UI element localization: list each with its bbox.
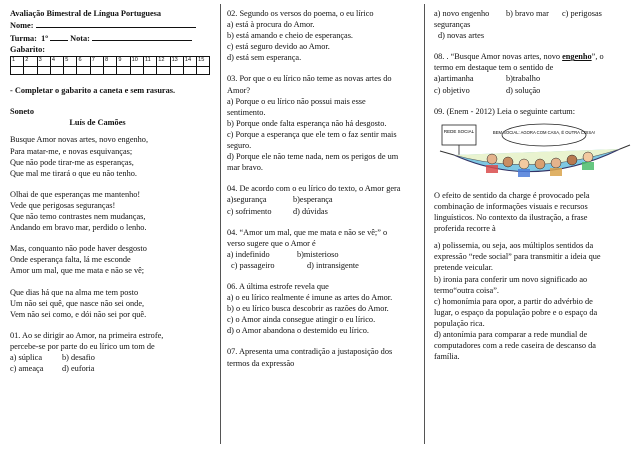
column-divider: [424, 4, 425, 444]
class-label: Turma:: [10, 33, 37, 43]
answer-key-cell[interactable]: [11, 67, 24, 75]
sign-text: REDE SOCIAL: [443, 128, 475, 134]
exam-title: Avaliação Bimestral de Língua Portuguesa: [10, 9, 162, 18]
question-text: 04. De acordo com o eu lírico do texto, o Amor gera: [227, 184, 401, 194]
column-1: [10, 8, 215, 374]
option-b[interactable]: b)trabalho: [506, 74, 541, 84]
option-b[interactable]: b) ironia para conferir um novo significado ao: [434, 274, 588, 284]
answer-key-number: 2: [24, 57, 37, 67]
name-field[interactable]: [36, 19, 196, 28]
option-a-cont: sentimento.: [227, 107, 266, 117]
option-c[interactable]: c) está seguro devido ao Amor.: [227, 42, 330, 52]
person-icon: [583, 152, 593, 162]
answer-key-number: 5: [64, 57, 77, 67]
person-icon: [519, 159, 529, 169]
answer-key-cell[interactable]: [183, 67, 196, 75]
option-b[interactable]: b) desafio: [62, 352, 95, 362]
option-row: [434, 85, 632, 96]
option-a[interactable]: a) novo engenho: [434, 9, 490, 18]
question-text: 07. Apresenta uma contradição a justaposição dos: [227, 347, 393, 357]
question-text: O efeito de sentido da charge é provocado pela: [434, 190, 590, 200]
question-6: [227, 281, 419, 336]
answer-key-cell[interactable]: [90, 67, 103, 75]
option-d-cont: computadores com a rede caseira de descanso da: [434, 341, 596, 351]
option-b[interactable]: b) está amando e cheio de esperanças.: [227, 31, 354, 41]
option-row: [227, 194, 419, 205]
option-d-cont: família.: [434, 352, 460, 362]
option-c[interactable]: c) sofrimento: [227, 206, 272, 216]
question-text-end: ”, o: [591, 52, 604, 62]
option-row: [434, 73, 632, 84]
question-3: [227, 73, 419, 173]
column-divider: [220, 4, 221, 444]
answer-key-cell[interactable]: [77, 67, 90, 75]
poem-line: Vede que perigosas seguranças!: [10, 200, 116, 210]
option-c-cont: seguranças: [434, 20, 471, 30]
class-row: [10, 32, 215, 44]
option-b[interactable]: b)esperança: [293, 195, 333, 205]
option-a[interactable]: a)artimanha: [434, 74, 474, 84]
option-c[interactable]: c) ameaça: [10, 364, 44, 374]
option-b[interactable]: b) bravo mar: [506, 9, 549, 18]
poem-stanza: [10, 243, 215, 276]
answer-key-number: 12: [157, 57, 170, 67]
option-a[interactable]: a) polissemia, ou seja, aos múltiplos sentidos da: [434, 241, 594, 251]
poem-line: Mas, conquanto não pode haver desgosto: [10, 244, 147, 254]
question-text: 03. Por que o eu lírico não teme as novas artes do: [227, 74, 392, 84]
option-a-cont: pretende veicular.: [434, 263, 493, 273]
answer-key-cell[interactable]: [157, 67, 170, 75]
question-text: 09. (Enem - 2012) Leia o seguinte cartum:: [434, 106, 576, 116]
option-c[interactable]: c) perigosas: [562, 9, 602, 18]
option-c[interactable]: c) objetivo: [434, 85, 470, 95]
answer-key-number: 13: [170, 57, 183, 67]
option-row: [10, 352, 215, 363]
answer-key-cell[interactable]: [37, 67, 50, 75]
answer-key-number: 15: [197, 57, 210, 67]
option-b[interactable]: b)misterioso: [297, 249, 339, 259]
grade-label: Nota:: [70, 33, 90, 43]
name-label: Nome:: [10, 21, 34, 31]
question-text: verso sugere que o Amor é: [227, 238, 316, 248]
question-text: proferida recorre à: [434, 224, 496, 234]
option-c[interactable]: c) Porque a esperança que ele tem o faz sentir mais: [227, 129, 397, 139]
option-d[interactable]: d) o Amor abandona o destemido eu lírico.: [227, 326, 369, 336]
option-a[interactable]: a) súplica: [10, 352, 43, 362]
poem-line: Que não pode tirar-me as esperanças,: [10, 157, 134, 167]
poem-line: Andando em bravo mar, perdido o lenho.: [10, 223, 147, 233]
poem-author: Luís de Camões: [69, 118, 126, 128]
question-text: 01. Ao se dirigir ao Amor, na primeira estrofe,: [10, 330, 164, 340]
poem-stanza: [10, 189, 215, 233]
answer-key-cell[interactable]: [117, 67, 130, 75]
person-icon: [551, 158, 561, 168]
question-text: termo em destaque tem o sentido de: [434, 63, 554, 73]
bubble-text: BEM SOCIAL: AGORA COM CASA, É OUTRA COISA!: [492, 129, 596, 135]
person-icon: [487, 154, 497, 164]
question-text: Amor?: [227, 85, 251, 95]
class-field[interactable]: [50, 32, 68, 41]
answer-key-cell[interactable]: [130, 67, 143, 75]
answer-key-number: 3: [37, 57, 50, 67]
option-a[interactable]: a) indefinido: [227, 249, 270, 259]
option-a-cont: expressão “rede social” para transmitir a ideia que: [434, 252, 601, 262]
option-c[interactable]: c) passageiro: [231, 260, 275, 270]
option-c-cont: população rica.: [434, 318, 485, 328]
option-d[interactable]: d) dúvidas: [293, 206, 328, 216]
answer-key-number: 14: [183, 57, 196, 67]
poem-label: Soneto: [10, 107, 34, 117]
poem-line: Amor um mal, que me mata e não se vê;: [10, 266, 145, 276]
answer-key-grid: [10, 56, 210, 75]
question-8: [434, 51, 632, 95]
question-1: [10, 330, 215, 374]
question-text: 06. A última estrofe revela que: [227, 281, 329, 291]
option-row: [227, 260, 419, 271]
option-b[interactable]: b) o eu lírico busca descobrir as razões do Amor.: [227, 304, 389, 314]
option-d[interactable]: d) está sem esperança.: [227, 53, 302, 63]
option-b[interactable]: b) Porque onde falta esperança não há desgosto.: [227, 118, 387, 128]
option-b-cont: termo“outra coisa”.: [434, 285, 499, 295]
poem-line: Que mal me tirará o que eu não tenho.: [10, 168, 137, 178]
poem-stanza: [10, 287, 215, 320]
answer-key-number: 11: [143, 57, 156, 67]
highlighted-term: engenho: [562, 52, 592, 62]
poem-line: Olhai de que esperanças me mantenho!: [10, 189, 141, 199]
option-a[interactable]: a) Porque o eu lírico não possui mais esse: [227, 96, 366, 106]
option-c[interactable]: c) o Amor ainda consegue atingir o eu lírico.: [227, 315, 376, 325]
question-7: [227, 346, 419, 368]
cartoon-image: [434, 121, 632, 187]
question-2: [227, 8, 419, 63]
question-9: [434, 106, 632, 363]
question-5: [227, 227, 419, 271]
question-text: [434, 51, 632, 62]
column-2: [227, 8, 419, 369]
column-3: [434, 8, 632, 362]
poem-line: Para matar-me, e novas esquivanças;: [10, 146, 133, 156]
person-icon: [503, 157, 513, 167]
option-a[interactable]: a)segurança: [227, 195, 267, 205]
question-text: combinação de informações visuais e recursos: [434, 201, 588, 211]
option-c-cont: lugar, o espaço da população pobre e o espaço da: [434, 307, 598, 317]
option-d[interactable]: d) intransigente: [307, 260, 359, 270]
option-d[interactable]: d) euforia: [62, 364, 95, 374]
option-row: [434, 8, 632, 19]
person-icon: [535, 159, 545, 169]
speech-bubble: [502, 124, 586, 146]
option-c[interactable]: c) homonímia para opor, a partir do advérbio de: [434, 296, 593, 306]
answer-key-number: 8: [104, 57, 117, 67]
option-d[interactable]: d) novas artes: [438, 31, 485, 41]
option-row: [227, 249, 419, 260]
question-text: linguísticos. No contexto da ilustração, a frase: [434, 213, 588, 223]
option-a[interactable]: a) está à procura do Amor.: [227, 20, 315, 30]
answer-key-number: 9: [117, 57, 130, 67]
option-d-cont: mar bravo.: [227, 163, 263, 173]
class-value: 1º: [41, 33, 48, 43]
answer-key-number: 6: [77, 57, 90, 67]
poem-line: Vem não sei como, e dói não sei por quê.: [10, 309, 147, 319]
answer-key-cell[interactable]: [24, 67, 37, 75]
answer-key-cell[interactable]: [104, 67, 117, 75]
name-row: [10, 19, 215, 31]
option-row: [10, 363, 215, 374]
question-text: termos da expressão: [227, 358, 295, 368]
poem-line: Que dias há que na alma me tem posto: [10, 287, 139, 297]
answer-key-number: 1: [11, 57, 24, 67]
instruction-text: - Completar o gabarito a caneta e sem rasuras.: [10, 86, 176, 96]
answer-key-cell[interactable]: [64, 67, 77, 75]
sign-board: [442, 125, 476, 145]
question-4: [227, 183, 419, 216]
option-d[interactable]: d) antonímia para comparar a rede mundial de: [434, 329, 588, 339]
question-text: 04. “Amor um mal, que me mata e não se vê;” o: [227, 227, 388, 237]
person-icon: [567, 155, 577, 165]
option-a[interactable]: a) o eu lírico realmente é imune as artes do Amor.: [227, 293, 393, 303]
answer-key-cell[interactable]: [143, 67, 156, 75]
poem-line: Onde esperança falta, lá me esconde: [10, 255, 131, 265]
question-text: percebe-se por parte do eu lírico um tom de: [10, 341, 155, 351]
option-d[interactable]: d) Porque ele não teme nada, nem os perigos de um: [227, 152, 399, 162]
answer-key-label: Gabarito:: [10, 44, 46, 54]
answer-key-cell[interactable]: [197, 67, 210, 75]
option-d[interactable]: d) solução: [506, 85, 541, 95]
question-7-options: [434, 8, 632, 41]
answer-key-number: 10: [130, 57, 143, 67]
option-row: [227, 206, 419, 217]
grade-field[interactable]: [92, 32, 192, 41]
poem-line: Um não sei quê, que nasce não sei onde,: [10, 298, 145, 308]
answer-key-cell[interactable]: [170, 67, 183, 75]
poem-line: Busque Amor novas artes, novo engenho,: [10, 135, 149, 145]
answer-key-cell[interactable]: [50, 67, 63, 75]
answer-key-number: 4: [50, 57, 63, 67]
answer-key-number: 7: [90, 57, 103, 67]
poem-stanza: [10, 134, 215, 178]
option-c-cont: seguro.: [227, 141, 252, 151]
question-text: 02. Segundo os versos do poema, o eu lírico: [227, 9, 374, 18]
question-text-start: 08. . “Busque Amor novas artes, novo: [434, 52, 563, 62]
poem-line: Que não temo contrastes nem mudanças,: [10, 212, 146, 222]
